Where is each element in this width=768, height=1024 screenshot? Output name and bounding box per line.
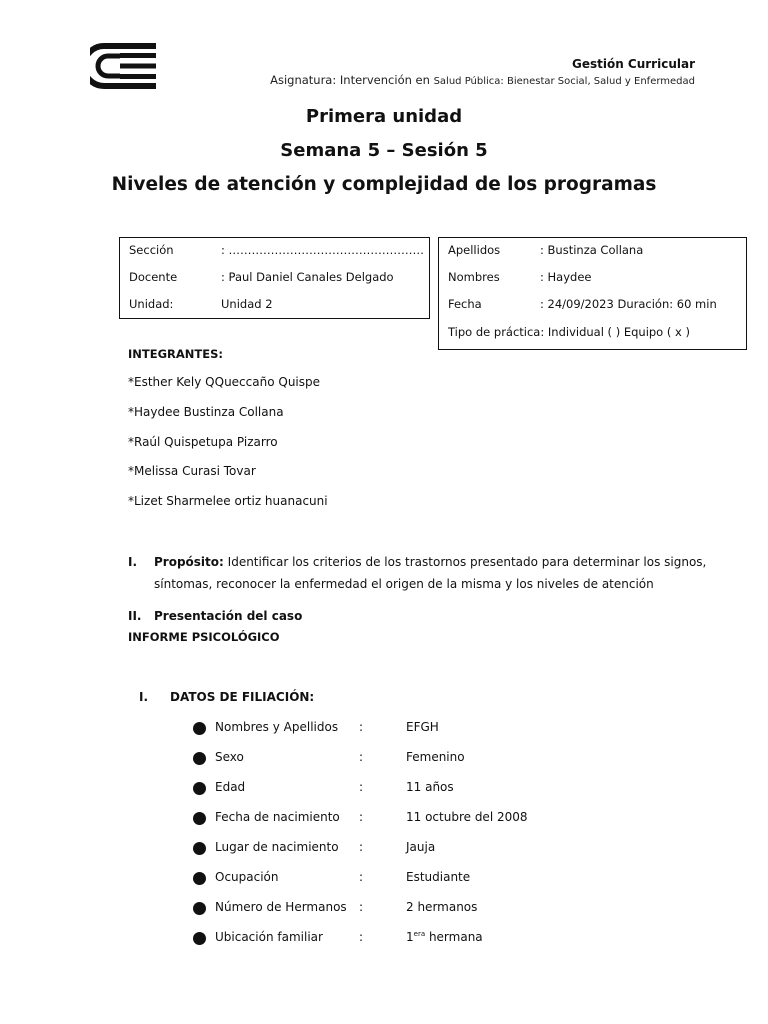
bullet-icon xyxy=(193,782,206,795)
info-value: : …………………………………………… xyxy=(221,243,425,257)
item-value: Jauja xyxy=(406,840,436,854)
info-value: : 24/09/2023 Duración: 60 min xyxy=(540,297,717,311)
item-value: 11 octubre del 2008 xyxy=(406,810,528,824)
item-value: 2 hermanos xyxy=(406,900,478,914)
member-item: *Lizet Sharmelee ortiz huanacuni xyxy=(128,494,328,508)
course-info-box xyxy=(119,237,430,319)
item-colon: : xyxy=(359,930,364,944)
item-value-suffix: hermana xyxy=(425,930,483,944)
info-label: Fecha xyxy=(448,297,482,311)
item-colon: : xyxy=(359,780,364,794)
purpose-label: Propósito: xyxy=(154,555,224,569)
item-label: Nombres y Apellidos xyxy=(215,720,339,734)
filiacion-section xyxy=(139,690,539,704)
member-item: *Melissa Curasi Tovar xyxy=(128,464,256,478)
section-number: I. xyxy=(128,555,138,569)
item-value-ordinal: era xyxy=(413,930,426,938)
item-colon: : xyxy=(359,870,364,884)
institution-logo-icon xyxy=(90,42,160,90)
item-label: Ubicación familiar xyxy=(215,930,323,944)
purpose-text-line1: Identificar los criterios de los trastornos presentado para determinar los signos, xyxy=(227,555,707,569)
practice-type: Tipo de práctica: Individual ( ) Equipo ( x ) xyxy=(448,325,690,339)
bullet-icon xyxy=(193,872,206,885)
purpose-text-line2: síntomas, reconocer la enfermedad el origen de la misma y los niveles de atención xyxy=(154,577,654,591)
document-header xyxy=(270,57,695,87)
item-colon: : xyxy=(359,840,364,854)
info-value: Unidad 2 xyxy=(221,297,273,311)
student-info-box xyxy=(438,237,747,350)
purpose-section xyxy=(128,551,708,595)
subject-suffix: Salud Pública: Bienestar Social, Salud y Enfermedad xyxy=(433,76,695,87)
section-number: I. xyxy=(139,690,149,704)
info-label: Unidad: xyxy=(129,297,174,311)
info-value: : Haydee xyxy=(540,270,592,284)
item-value: EFGH xyxy=(406,720,439,734)
info-label: Apellidos xyxy=(448,243,501,257)
subject-prefix: Asignatura: Intervención en xyxy=(270,73,430,87)
org-name: Gestión Curricular xyxy=(571,57,695,71)
item-colon: : xyxy=(359,900,364,914)
report-title: INFORME PSICOLÓGICO xyxy=(128,630,280,644)
case-label: Presentación del caso xyxy=(154,609,303,623)
unit-title: Primera unidad xyxy=(305,106,463,127)
info-value: : Bustinza Collana xyxy=(540,243,644,257)
item-value xyxy=(406,930,483,944)
item-colon: : xyxy=(359,810,364,824)
section-number: II. xyxy=(128,609,142,623)
item-value-number: 1 xyxy=(406,930,414,944)
week-title: Semana 5 – Sesión 5 xyxy=(280,140,488,161)
subject-line xyxy=(270,73,695,87)
item-colon: : xyxy=(359,720,364,734)
item-value: Femenino xyxy=(406,750,465,764)
member-item: *Esther Kely QQueccaño Quispe xyxy=(128,375,321,389)
topic-title: Niveles de atención y complejidad de los programas xyxy=(111,174,657,195)
bullet-icon xyxy=(193,902,206,915)
member-item: *Haydee Bustinza Collana xyxy=(128,405,284,419)
bullet-icon xyxy=(193,932,206,945)
info-value: : Paul Daniel Canales Delgado xyxy=(221,270,394,284)
filiacion-title: DATOS DE FILIACIÓN: xyxy=(170,690,315,704)
bullet-icon xyxy=(193,812,206,825)
item-label: Fecha de nacimiento xyxy=(215,810,340,824)
item-label: Ocupación xyxy=(215,870,279,884)
title-block xyxy=(0,106,768,208)
bullet-icon xyxy=(193,842,206,855)
item-label: Lugar de nacimiento xyxy=(215,840,339,854)
info-label: Sección xyxy=(129,243,174,257)
info-label: Docente xyxy=(129,270,178,284)
integrantes-heading: INTEGRANTES: xyxy=(128,347,224,361)
info-label: Nombres xyxy=(448,270,500,284)
item-label: Edad xyxy=(215,780,246,794)
bullet-icon xyxy=(193,752,206,765)
bullet-icon xyxy=(193,722,206,735)
case-section xyxy=(128,609,528,623)
item-label: Número de Hermanos xyxy=(215,900,347,914)
item-label: Sexo xyxy=(215,750,244,764)
item-colon: : xyxy=(359,750,364,764)
member-item: *Raúl Quispetupa Pizarro xyxy=(128,435,278,449)
item-value: 11 años xyxy=(406,780,454,794)
item-value: Estudiante xyxy=(406,870,471,884)
